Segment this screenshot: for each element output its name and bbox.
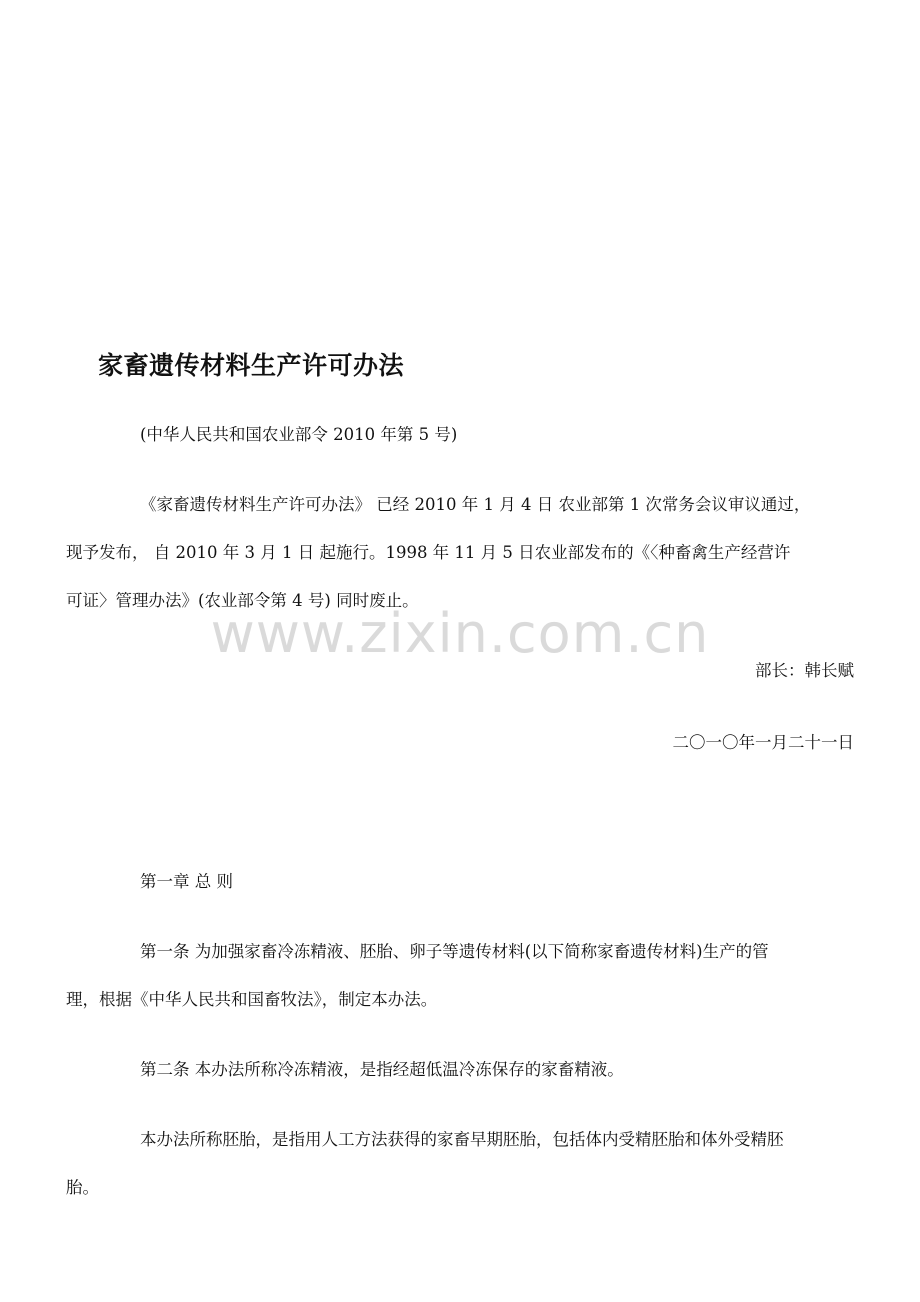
intro-line-2: 现予发布， 自 2010 年 3 月 1 日 起施行。1998 年 11 月 5 日农业部发布的《〈种畜禽生产经营许 (66, 543, 791, 562)
article-2-para-2-line-1: 本办法所称胚胎，是指用人工方法获得的家畜早期胚胎，包括体内受精胚胎和体外受精胚 (140, 1130, 784, 1149)
issue-date: 二〇一〇年一月二十一日 (672, 733, 854, 752)
intro-line-3: 可证〉管理办法》(农业部令第 4 号) 同时废止。 (66, 591, 419, 610)
chapter-heading: 第一章 总 则 (140, 872, 233, 891)
document-subtitle: (中华人民共和国农业部令 2010 年第 5 号) (140, 425, 458, 444)
intro-line-1: 《家畜遗传材料生产许可办法》 已经 2010 年 1 月 4 日 农业部第 1 次常务会议审议通过， (140, 495, 811, 514)
document-title: 家畜遗传材料生产许可办法 (98, 351, 405, 380)
minister-signature: 部长：韩长赋 (755, 661, 854, 680)
article-2: 第二条 本办法所称冷冻精液，是指经超低温冷冻保存的家畜精液。 (140, 1060, 624, 1079)
article-1-line-2: 理，根据《中华人民共和国畜牧法》，制定本办法。 (66, 990, 438, 1009)
watermark: www.zixin.com.cn (210, 602, 710, 665)
article-1-line-1: 第一条 为加强家畜冷冻精液、胚胎、卵子等遗传材料(以下简称家畜遗传材料)生产的管 (140, 942, 769, 961)
article-2-para-2-line-2: 胎。 (66, 1178, 99, 1197)
